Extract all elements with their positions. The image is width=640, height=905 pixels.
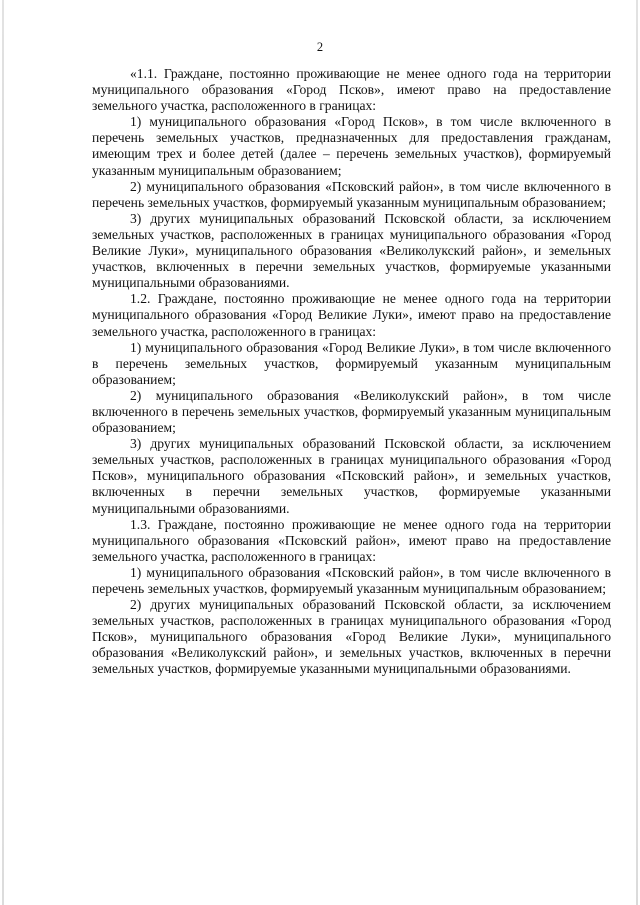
paragraph-1-2-item-1: 1) муниципального образования «Город Великие Луки», в том числе включенного в перечень земельных участков, формируемый указанным муниципальным образованием;	[92, 339, 611, 387]
paragraph-1-1-item-1: 1) муниципального образования «Город Псков», в том числе включенного в перечень земельных участков, предназначенных для предоставления гражданам, имеющим трех и более детей (далее – перечень земельных участков), формируемый указанным муниципальным образованием;	[92, 114, 611, 178]
paragraph-1-2-item-2: 2) муниципального образования «Великолукский район», в том числе включенного в перечень земельных участков, формируемый указанным муниципальным образованием;	[92, 387, 611, 436]
page-number: 2	[316, 40, 324, 54]
scan-edge-left	[2, 0, 4, 905]
document-body	[92, 66, 611, 678]
paragraph-1-3: 1.3. Граждане, постоянно проживающие не менее одного года на территории муниципального образования «Псковский район», имеют право на предоставление земельного участка, расположенного в границах:	[92, 516, 611, 564]
paragraph-1-3-item-1: 1) муниципального образования «Псковский район», в том числе включенного в перечень земельных участков, формируемый указанным муниципальным образованием;	[92, 564, 611, 596]
paragraph-1-3-item-2: 2) других муниципальных образований Псковской области, за исключением земельных участков, расположенных в границах муниципального образования «Город Псков», муниципального образования «Город Великие Луки», муниципального образования «Великолукский район», и земельных участков, включенных в перечни земельных участков, формируемые указанными муниципальными образованиями.	[92, 597, 611, 677]
paragraph-1-1-item-3: 3) других муниципальных образований Псковской области, за исключением земельных участков, расположенных в границах муниципального образования «Город Великие Луки», муниципального образования «Великолукский район», и земельных участков, включенных в перечни земельных участков, формируемые указанными муниципальными образованиями.	[92, 210, 611, 291]
paragraph-1-2: 1.2. Граждане, постоянно проживающие не менее одного года на территории муниципального образования «Город Великие Луки», имеют право на предоставление земельного участка, расположенного в границах:	[92, 291, 611, 339]
scan-edge-right	[636, 0, 638, 905]
paragraph-1-1-item-2: 2) муниципального образования «Псковский район», в том числе включенного в перечень земельных участков, формируемый указанным муниципальным образованием;	[92, 178, 611, 210]
paragraph-1-2-item-3: 3) других муниципальных образований Псковской области, за исключением земельных участков, расположенных в границах муниципального образования «Город Псков», муниципального образования «Псковский район», и земельных участков, включенных в перечни земельных участков, формируемые указанными муниципальными образованиями.	[92, 436, 611, 516]
paragraph-1-1: «1.1. Граждане, постоянно проживающие не менее одного года на территории муниципального образования «Город Псков», имеют право на предоставление земельного участка, расположенного в границах:	[92, 66, 611, 114]
